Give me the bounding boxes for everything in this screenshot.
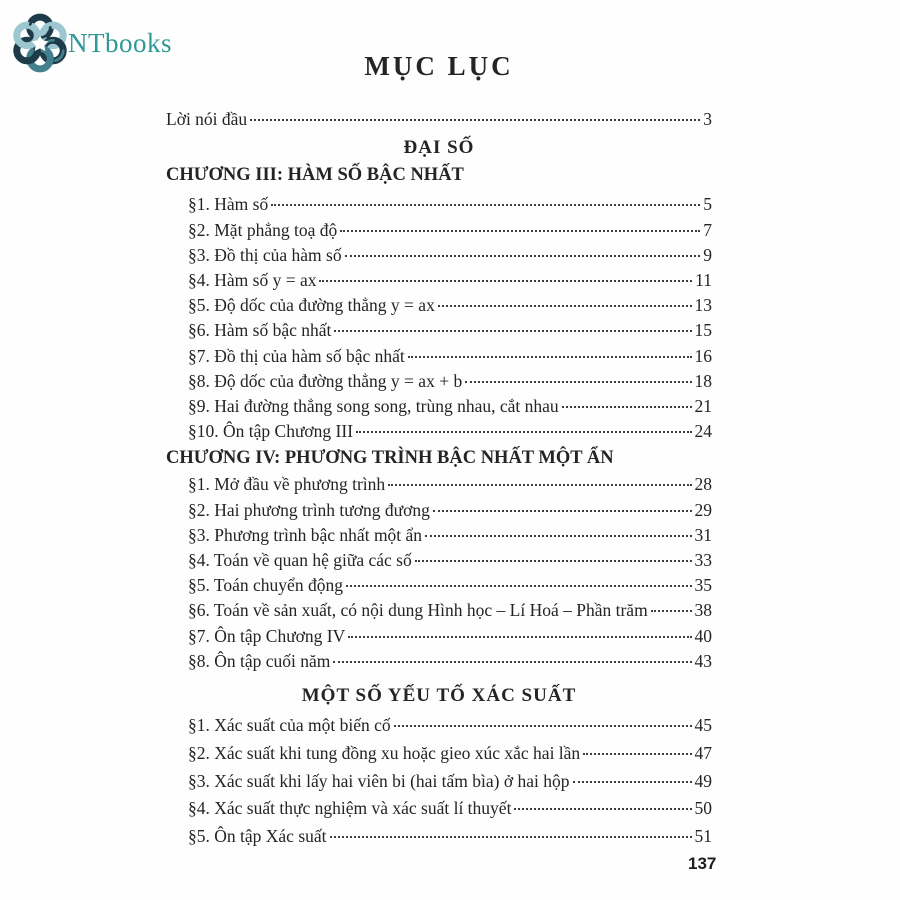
toc-entry-page: 16 — [694, 345, 712, 366]
toc-entry — [166, 573, 712, 598]
toc-entry — [166, 740, 712, 768]
toc-entry-label: §4. Hàm số y = ax — [188, 270, 317, 291]
chapter4-entries — [166, 472, 712, 674]
toc-entry-label: §5. Toán chuyển động — [188, 575, 343, 596]
toc-entry-page: 38 — [694, 600, 712, 621]
toc-entry-label: §2. Hai phương trình tương đương — [188, 499, 430, 520]
dot-leader — [334, 330, 691, 332]
toc-entry — [166, 218, 712, 243]
toc-entry — [166, 498, 712, 523]
toc-entry-page: 40 — [694, 625, 712, 646]
toc-entry-page: 9 — [703, 244, 712, 265]
toc-entry — [166, 369, 712, 394]
toc-entry-page: 51 — [694, 826, 712, 847]
toc-entry-label: §6. Toán về sản xuất, có nội dung Hình học – Lí Hoá – Phần trăm — [188, 600, 648, 621]
dot-leader — [433, 510, 692, 512]
dot-leader — [651, 610, 692, 612]
dot-leader — [465, 381, 691, 383]
toc-entry-label: Lời nói đầu — [166, 109, 248, 129]
part2-entries — [166, 712, 712, 851]
toc-entry — [166, 795, 712, 823]
table-of-contents — [166, 50, 712, 851]
toc-entry — [166, 624, 712, 649]
toc-entry-page: 35 — [694, 575, 712, 596]
toc-entry — [166, 293, 712, 318]
toc-entry-page: 29 — [694, 499, 712, 520]
toc-entry — [166, 768, 712, 796]
dot-leader — [562, 406, 692, 408]
toc-entry-page: 50 — [694, 798, 712, 819]
dot-leader — [348, 636, 691, 638]
dot-leader — [271, 204, 700, 206]
toc-entry — [166, 823, 712, 851]
toc-entry-label: §3. Xác suất khi lấy hai viên bi (hai tấm bìa) ở hai hộp — [188, 770, 570, 791]
dot-leader — [514, 808, 691, 810]
toc-entry-label: §1. Mở đầu về phương trình — [188, 474, 386, 495]
toc-entry-page: 3 — [703, 109, 712, 129]
toc-entry — [166, 523, 712, 548]
toc-entry-label: §3. Phương trình bậc nhất một ẩn — [188, 524, 423, 545]
toc-entry — [166, 344, 712, 369]
dot-leader — [425, 535, 691, 537]
toc-entry-label: §5. Ôn tập Xác suất — [188, 826, 327, 847]
toc-entry — [166, 472, 712, 497]
toc-entry-page: 45 — [694, 715, 712, 736]
toc-entry-page: 11 — [695, 270, 712, 291]
toc-entry-page: 47 — [694, 742, 712, 763]
toc-entry-label: §4. Xác suất thực nghiệm và xác suất lí thuyết — [188, 798, 512, 819]
toc-entry-label: §5. Độ dốc của đường thẳng y = ax — [188, 295, 435, 316]
toc-entry-label: §7. Đồ thị của hàm số bậc nhất — [188, 345, 405, 366]
toc-entry-page: 7 — [703, 219, 712, 240]
toc-entry — [166, 318, 712, 343]
toc-entry-label: §8. Độ dốc của đường thẳng y = ax + b — [188, 370, 463, 391]
toc-entry-page: 28 — [694, 474, 712, 495]
dot-leader — [340, 230, 700, 232]
toc-entry-label: §4. Toán về quan hệ giữa các số — [188, 550, 412, 571]
dot-leader — [573, 781, 692, 783]
toc-entry — [166, 598, 712, 623]
chapter4-heading: CHƯƠNG IV: PHƯƠNG TRÌNH BẬC NHẤT MỘT ẨN — [166, 448, 614, 469]
toc-entry-page: 31 — [694, 524, 712, 545]
dot-leader — [388, 484, 691, 486]
page-title: MỤC LỤC — [364, 51, 514, 81]
toc-entry — [166, 243, 712, 268]
toc-entry-page: 15 — [694, 320, 712, 341]
dot-leader — [408, 356, 692, 358]
toc-entry — [166, 394, 712, 419]
dot-leader — [345, 255, 701, 257]
toc-entry-label: §9. Hai đường thẳng song song, trùng nhau, cắt nhau — [188, 396, 559, 417]
toc-entry-page: 18 — [694, 370, 712, 391]
brand-name: NTbooks — [68, 27, 172, 58]
toc-entry-page: 43 — [694, 650, 712, 671]
dot-leader — [394, 725, 692, 727]
toc-entry-label: §1. Xác suất của một biến cố — [188, 715, 391, 736]
toc-entry-label: §2. Xác suất khi tung đồng xu hoặc gieo xúc xắc hai lần — [188, 742, 581, 763]
toc-entry-label: §8. Ôn tập cuối năm — [188, 650, 331, 671]
chapter3-heading: CHƯƠNG III: HÀM SỐ BẬC NHẤT — [166, 165, 464, 186]
dot-leader — [250, 119, 700, 121]
toc-entry — [166, 712, 712, 740]
part-heading-xac-suat: MỘT SỐ YẾU TỐ XÁC SUẤT — [301, 685, 577, 707]
dot-leader — [319, 280, 692, 282]
toc-entry — [166, 192, 712, 217]
dot-leader — [415, 560, 692, 562]
toc-entry — [166, 548, 712, 573]
dot-leader — [438, 305, 692, 307]
toc-entry-page: 13 — [694, 295, 712, 316]
toc-entry-page: 33 — [694, 550, 712, 571]
toc-entry-label: §3. Đồ thị của hàm số — [188, 244, 342, 265]
dot-leader — [583, 753, 691, 755]
dot-leader — [346, 585, 692, 587]
toc-entry — [166, 419, 712, 444]
toc-entry-page: 5 — [703, 194, 712, 215]
part-heading-dai-so: ĐẠI SỐ — [403, 137, 475, 159]
toc-entry-label: §6. Hàm số bậc nhất — [188, 320, 332, 341]
toc-entry — [166, 268, 712, 293]
dot-leader — [330, 836, 692, 838]
toc-entry-page: 24 — [694, 421, 712, 442]
toc-entry-page: 49 — [694, 770, 712, 791]
chapter3-entries — [166, 192, 712, 444]
toc-entry-page: 21 — [694, 396, 712, 417]
toc-entry-label: §7. Ôn tập Chương IV — [188, 625, 346, 646]
toc-entry — [166, 649, 712, 674]
toc-entry-label: §1. Hàm số — [188, 194, 269, 215]
toc-entry-label: §10. Ôn tập Chương III — [188, 421, 354, 442]
knot-flower-icon — [13, 13, 67, 73]
ntbooks-logo — [13, 13, 172, 73]
dot-leader — [333, 661, 691, 663]
toc-entry-preface — [166, 107, 712, 132]
dot-leader — [356, 431, 691, 433]
folio-page-number: 137 — [688, 854, 717, 873]
toc-entry-label: §2. Mặt phẳng toạ độ — [188, 219, 338, 240]
